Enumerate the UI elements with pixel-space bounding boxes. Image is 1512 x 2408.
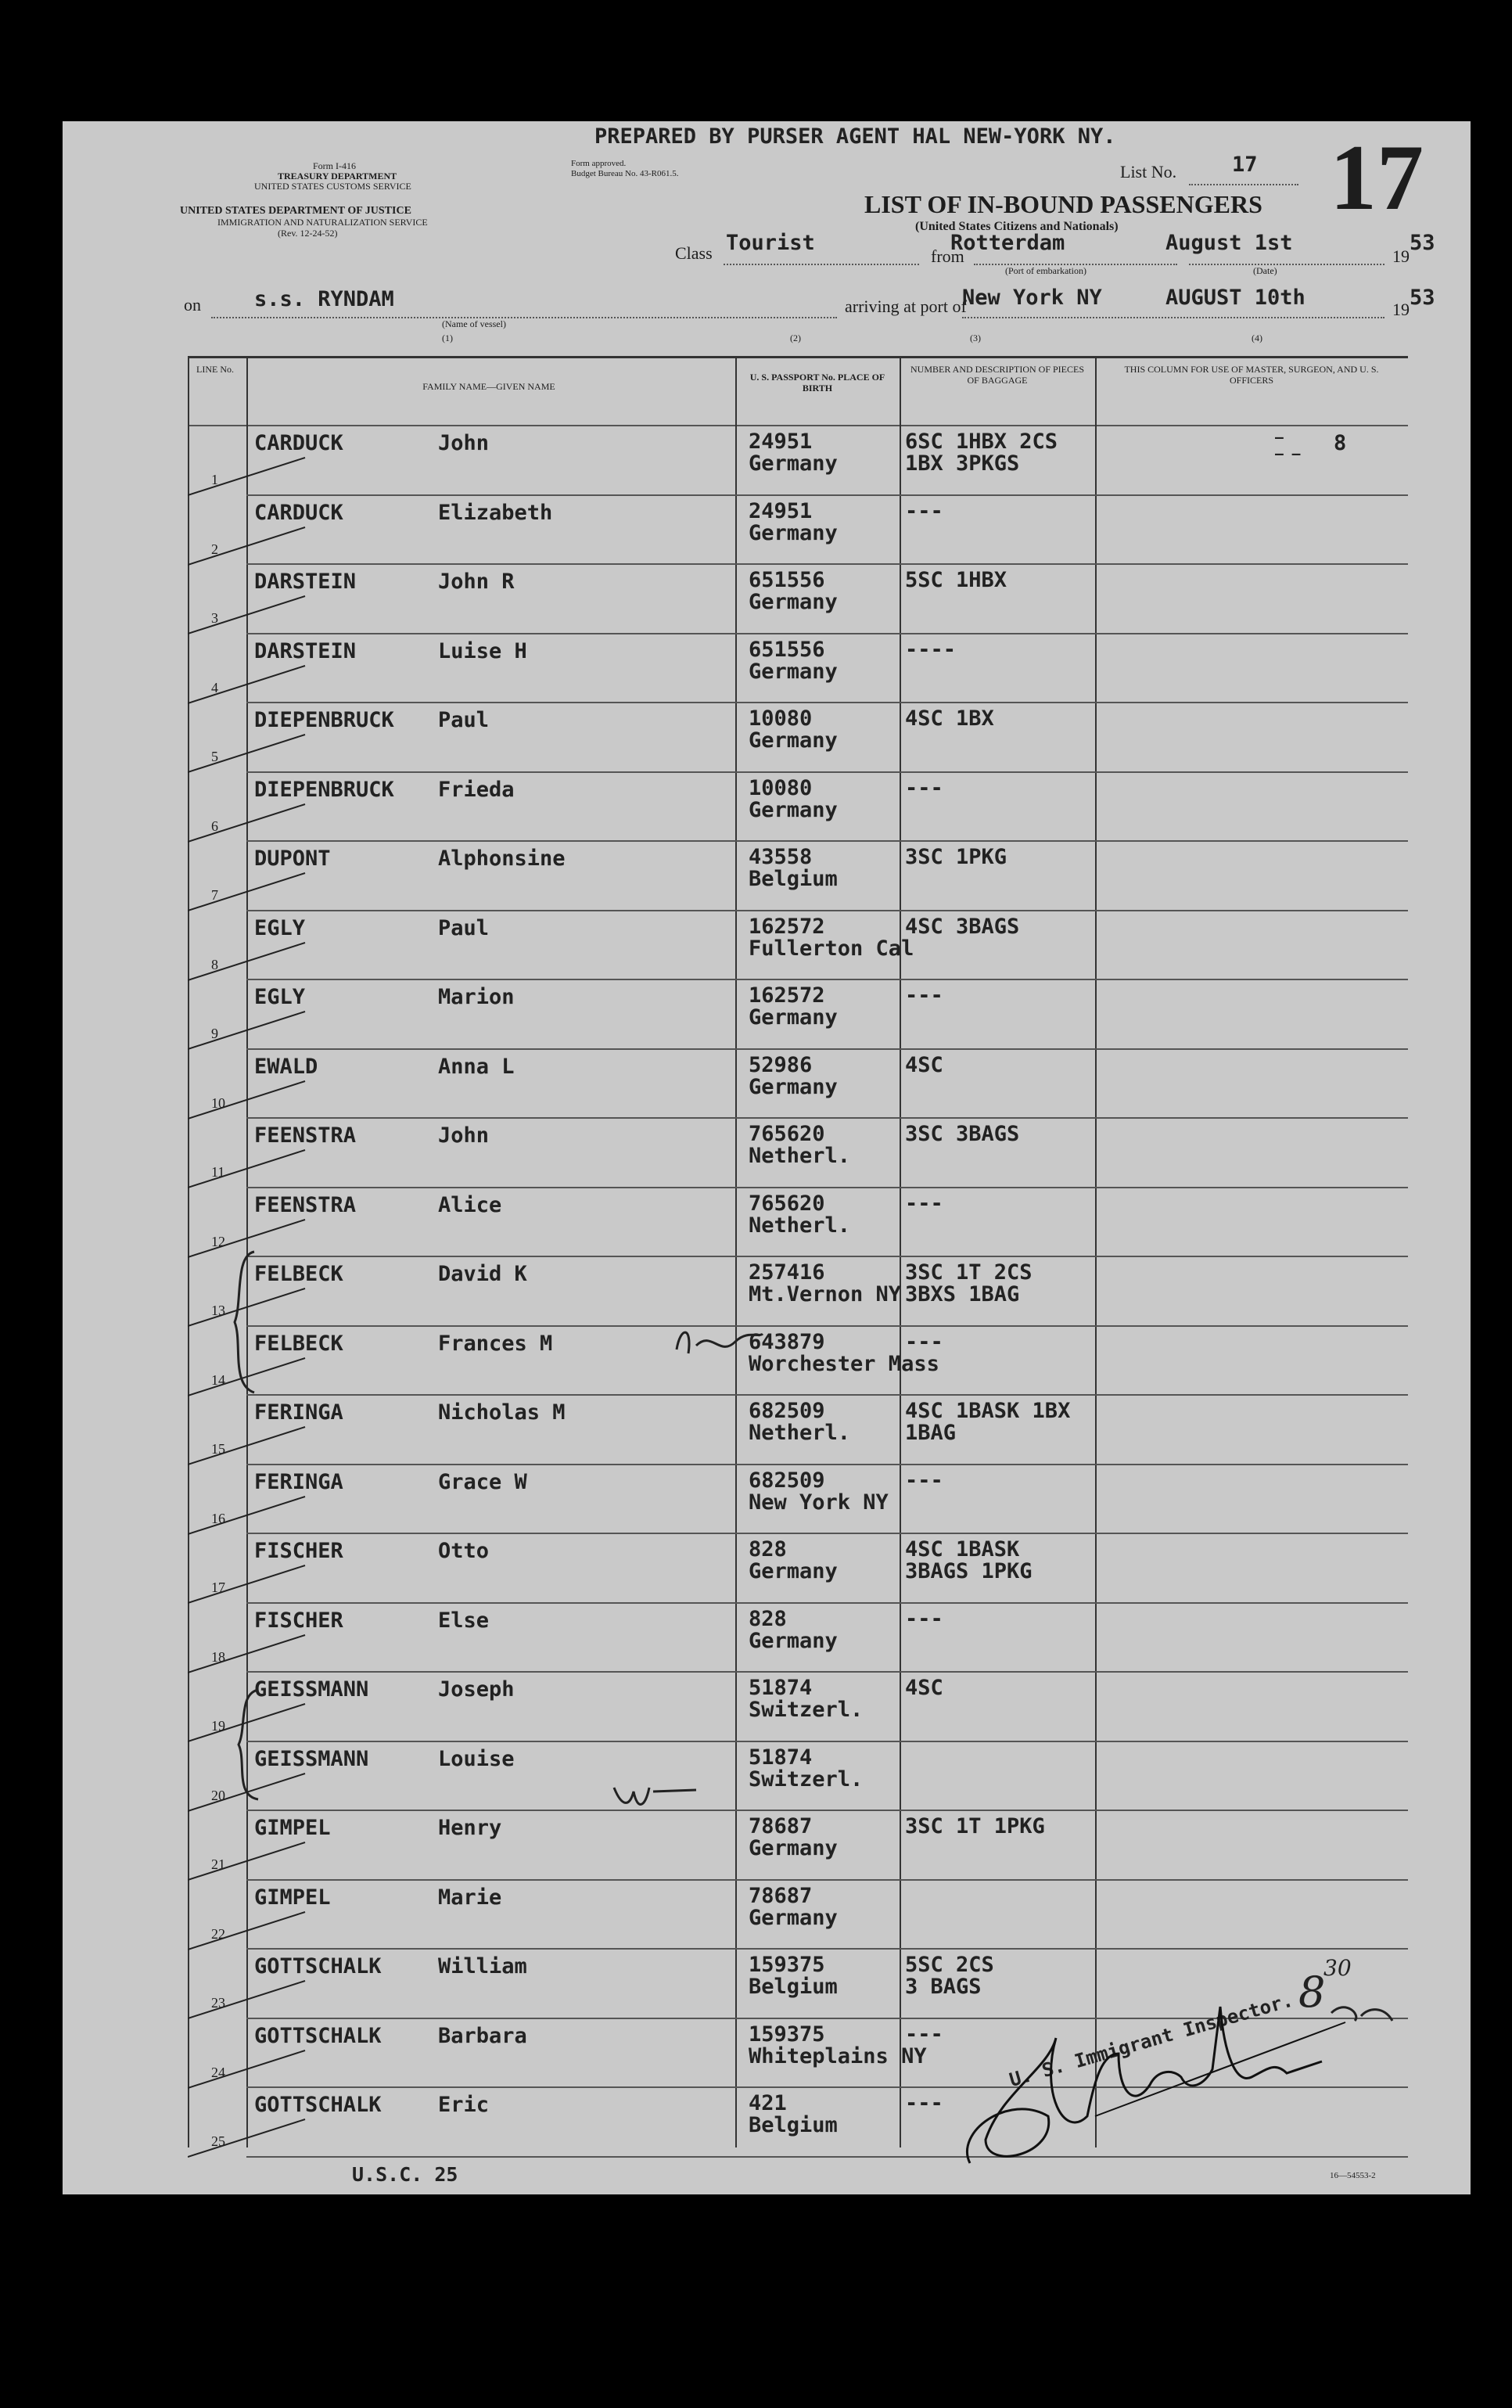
customs-service: UNITED STATES CUSTOMS SERVICE [254,181,411,192]
col-header-line-no: LINE No. [196,364,234,375]
family-name: FISCHER [254,1539,343,1563]
vessel-name: s.s. RYNDAM [254,287,394,311]
passport-number: 421 [749,2091,787,2115]
passport-number: 651556 [749,568,825,592]
given-name: Eric [438,2093,490,2117]
on-label: on [184,295,201,314]
usc-code: U.S.C. 25 [352,2163,458,2186]
given-name: Alphonsine [438,846,566,871]
baggage-line-2: 3BAGS 1PKG [905,1559,1033,1583]
justice-department: UNITED STATES DEPARTMENT OF JUSTICE [180,205,411,217]
passport-number: 51874 [749,1676,813,1700]
baggage-line-1: --- [905,1606,943,1631]
col-num-1: (1) [442,332,453,343]
table-row [188,1742,1408,1812]
passport-number: 682509 [749,1468,825,1493]
prepared-by: PREPARED BY PURSER AGENT HAL NEW-YORK NY. [594,124,1116,149]
passport-number: 159375 [749,2022,825,2047]
baggage-line-1: 4SC [905,1052,943,1077]
from-label: from [931,246,964,266]
line-number: 24 [211,2064,225,2080]
table-row [188,773,1408,843]
check-tick-mark [188,1142,313,1189]
form-approved: Form approved. [571,159,627,168]
line-number: 16 [211,1510,225,1526]
place-of-birth: Belgium [749,1975,838,1999]
check-tick-mark [188,519,313,566]
passport-number: 828 [749,1537,787,1562]
given-name: Henry [438,1816,502,1840]
date-blank [1189,264,1385,265]
big-list-number: 17 [1330,125,1424,229]
form-revision: (Rev. 12-24-52) [278,228,338,239]
place-of-birth: Germany [749,1628,838,1653]
check-tick-mark [188,865,313,912]
check-tick-mark [188,1004,313,1051]
arrival-year: 53 [1410,286,1435,310]
given-name: Paul [438,915,490,940]
passport-number: 51874 [749,1745,813,1770]
check-tick-mark [188,2111,313,2158]
time-annotation [1283,1952,1424,2038]
col-num-2: (2) [790,332,801,343]
table-row [188,703,1408,773]
arrival-date: AUGUST 10th [1165,286,1305,310]
table-row [188,1673,1408,1742]
baggage-line-1: 6SC 1HBX 2CS [905,429,1058,454]
family-name: GEISSMANN [254,1746,369,1771]
given-name: John [438,1123,490,1148]
line-number: 20 [211,1787,225,1803]
family-name: CARDUCK [254,500,343,525]
passport-number: 10080 [749,706,813,731]
given-name: John R [438,570,515,594]
baggage-line-2: 1BAG [905,1421,957,1445]
given-name: Grace W [438,1469,527,1494]
family-name: DIEPENBRUCK [254,777,394,802]
class-value: Tourist [726,231,815,255]
given-name: Luise H [438,638,527,663]
col-num-3: (3) [970,332,981,343]
line-number: 2 [211,541,218,557]
handwritten-mark [673,1318,767,1365]
place-of-birth: Fullerton Cal [749,936,914,961]
table-row [188,496,1408,566]
vessel-caption: (Name of vessel) [442,318,506,329]
check-tick-mark [188,588,313,635]
place-of-birth: Germany [749,659,838,684]
passport-number: 78687 [749,1814,813,1838]
form-number: Form I-416 [313,160,356,171]
given-name: Joseph [438,1677,515,1702]
inspector-stamp: U. S. Immigrant Inspector. [1007,1989,1296,2091]
place-of-birth: Whiteplains NY [749,2043,927,2068]
passport-number: 24951 [749,498,813,523]
place-of-birth: Germany [749,1559,838,1583]
line-number: 9 [211,1026,218,1041]
col-header-name: FAMILY NAME—GIVEN NAME [422,381,555,392]
given-name: Frieda [438,777,515,802]
family-name: FEENSTRA [254,1192,357,1217]
baggage-line-2: 1BX 3PKGS [905,451,1020,476]
form-title: LIST OF IN-BOUND PASSENGERS [864,190,1262,218]
table-row [188,565,1408,634]
year-prefix: 19 [1392,246,1410,266]
svg-text:30: 30 [1323,1955,1352,1981]
passport-number: 78687 [749,1883,813,1908]
check-tick-mark [188,727,313,774]
place-of-birth: Switzerl. [749,1766,864,1792]
table-row [188,1465,1408,1535]
line-number: 17 [211,1580,225,1595]
given-name: Paul [438,708,490,732]
baggage-line-1: 5SC 1HBX [905,568,1007,592]
check-tick-mark [188,450,313,497]
place-of-birth: Mt.Vernon NY [749,1282,902,1306]
baggage-line-1: --- [905,983,943,1008]
passport-number: 52986 [749,1052,813,1077]
family-name: FERINGA [254,1400,343,1425]
check-tick-mark [188,2043,313,2090]
place-of-birth: Germany [749,451,838,476]
svg-text:8: 8 [1298,1968,1326,2017]
passport-number: 682509 [749,1399,825,1423]
baggage-line-1: --- [905,1468,943,1493]
family-name: GEISSMANN [254,1677,369,1702]
check-tick-mark [188,935,313,982]
line-number: 10 [211,1094,225,1111]
class-label: Class [675,243,713,263]
line-number: 11 [211,1164,225,1180]
baggage-line-1: --- [905,775,943,800]
line-number: 14 [211,1371,225,1388]
line-number: 19 [211,1718,225,1734]
given-name: Otto [438,1539,490,1563]
line-number: 21 [211,1856,225,1872]
passport-number: 162572 [749,914,825,939]
given-name: John [438,431,490,455]
place-of-birth: Germany [749,1005,838,1030]
family-name: EWALD [254,1054,318,1079]
table-row [188,426,1408,496]
date-value: August 1st [1165,231,1293,255]
table-row [188,1327,1408,1396]
line-number: 13 [211,1303,225,1318]
table-row [188,1811,1408,1881]
check-tick-mark [188,1558,313,1605]
passport-number: 24951 [749,429,813,454]
table-row [188,1534,1408,1604]
line-number: 5 [211,749,218,764]
table-row [188,1050,1408,1120]
baggage-line-1: 3SC 1T 2CS [905,1260,1033,1285]
baggage-line-2: 3BXS 1BAG [905,1282,1020,1306]
check-tick-mark [188,1073,313,1120]
family-name: GIMPEL [254,1816,331,1840]
family-name: GOTTSCHALK [254,2093,382,2117]
table-row [188,842,1408,911]
place-of-birth: Germany [749,1074,838,1099]
baggage-line-1: 4SC [905,1676,943,1700]
place-of-birth: New York NY [749,1490,889,1515]
passport-number: 43558 [749,845,813,869]
line-number: 3 [211,610,218,626]
manifest-page [63,121,1471,2194]
given-name: Else [438,1608,490,1633]
passport-number: 765620 [749,1191,825,1216]
line-number: 4 [211,679,218,695]
arriving-label: arriving at port of [845,297,967,316]
place-of-birth: Switzerl. [749,1698,864,1722]
passport-number: 651556 [749,637,825,662]
place-of-birth: Netherl. [749,1421,851,1445]
line-number: 22 [211,1925,225,1942]
from-value: Rotterdam [950,231,1065,255]
budget-bureau: Budget Bureau No. 43-R061.5. [571,169,679,178]
table-row [188,1188,1408,1258]
table-row [188,1396,1408,1465]
passport-number: 643879 [749,1329,825,1354]
place-of-birth: Worchester Mass [749,1351,939,1376]
list-no-label: List No. [1120,162,1177,181]
arrival-year-prefix: 19 [1392,300,1410,319]
line-number: 25 [211,2133,225,2149]
officer-dash-marks: – – – [1275,429,1301,462]
table-row [188,1257,1408,1327]
check-tick-mark [188,658,313,705]
line-number: 6 [211,818,218,834]
given-name: William [438,1954,527,1979]
family-name: DARSTEIN [254,570,357,594]
given-name: Nicholas M [438,1400,566,1425]
line-number: 12 [211,1233,225,1249]
family-brace [231,1686,262,1803]
baggage-line-1: 4SC 1BX [905,706,994,731]
baggage-line-1: 4SC 1BASK [905,1537,1020,1562]
check-tick-mark [188,1419,313,1466]
family-name: DARSTEIN [254,638,357,663]
table-row [188,1604,1408,1673]
family-name: FELBECK [254,1262,343,1286]
form-code: 16—54553-2 [1330,2171,1376,2180]
table-top-rule [188,356,1408,358]
place-of-birth: Germany [749,797,838,822]
passenger-table [188,356,1408,2147]
col-header-baggage: NUMBER AND DESCRIPTION OF PIECES OF BAGGAGE [910,364,1085,386]
table-row [188,911,1408,981]
family-name: FERINGA [254,1469,343,1494]
baggage-line-1: 3SC 1T 1PKG [905,1814,1045,1838]
table-row [188,634,1408,704]
family-name: DIEPENBRUCK [254,708,394,732]
check-tick-mark [188,1489,313,1536]
place-of-birth: Germany [749,728,838,753]
baggage-line-1: --- [905,498,943,523]
baggage-line-1: 4SC 3BAGS [905,914,1020,939]
list-no-value: 17 [1232,153,1258,177]
place-of-birth: Germany [749,520,838,545]
family-name: DUPONT [254,846,331,871]
check-tick-mark [188,796,313,843]
col-num-4: (4) [1252,332,1262,343]
given-name: Elizabeth [438,500,553,525]
table-row [188,980,1408,1050]
place-of-birth: Netherl. [749,1144,851,1168]
passport-number: 257416 [749,1260,825,1285]
passport-number: 828 [749,1606,787,1631]
line-number: 18 [211,1648,225,1665]
passport-number: 162572 [749,983,825,1008]
vessel-blank [211,317,837,318]
baggage-line-1: ---- [905,637,957,662]
place-of-birth: Belgium [749,2113,838,2137]
baggage-line-1: --- [905,2091,943,2115]
col-header-passport: U. S. PASSPORT No. PLACE OF BIRTH [749,372,885,394]
family-name: GOTTSCHALK [254,2023,382,2048]
given-name: Barbara [438,2023,527,2048]
place-of-birth: Germany [749,1905,838,1930]
check-tick-mark [188,1904,313,1951]
form-subtitle: (United States Citizens and Nationals) [915,220,1119,233]
given-name: Alice [438,1192,502,1217]
family-name: GIMPEL [254,1885,331,1910]
passport-number: 765620 [749,1122,825,1146]
family-name: GOTTSCHALK [254,1954,382,1979]
baggage-line-1: 3SC 1PKG [905,845,1007,869]
line-number: 8 [211,956,218,972]
place-of-birth: Germany [749,590,838,614]
arrival-port: New York NY [962,286,1102,310]
baggage-line-2: 3 BAGS [905,1975,982,1999]
family-name: FEENSTRA [254,1123,357,1148]
baggage-line-1: --- [905,1191,943,1216]
check-tick-mark [188,1627,313,1674]
line-number: 23 [211,1995,225,2011]
given-name: David K [438,1262,527,1286]
given-name: Louise [438,1746,515,1771]
place-of-birth: Netherl. [749,1213,851,1238]
treasury-department: TREASURY DEPARTMENT [278,171,397,181]
line-number: 7 [211,887,218,903]
arrival-blank [962,317,1385,318]
baggage-line-1: 3SC 3BAGS [905,1122,1020,1146]
given-name: Anna L [438,1054,515,1079]
family-name: FELBECK [254,1331,343,1356]
passport-number: 10080 [749,775,813,800]
list-no-blank [1189,184,1298,185]
family-name: FISCHER [254,1608,343,1633]
handwritten-mark [610,1768,704,1815]
line-number: 15 [211,1441,225,1457]
place-of-birth: Germany [749,1836,838,1860]
table-row [188,1119,1408,1188]
baggage-line-1: --- [905,2022,943,2047]
family-name: EGLY [254,985,306,1009]
check-tick-mark [188,1835,313,1881]
year-value: 53 [1410,231,1435,255]
place-of-birth: Belgium [749,867,838,891]
baggage-line-1: 5SC 2CS [905,1953,994,1977]
line-number: 1 [211,472,218,487]
col-header-officers: THIS COLUMN FOR USE OF MASTER, SURGEON, AND U. S. OFFICERS [1124,364,1379,386]
given-name: Marion [438,985,515,1009]
baggage-line-1: --- [905,1329,943,1354]
class-blank [724,264,919,265]
date-caption: (Date) [1253,265,1277,276]
given-name: Frances M [438,1331,553,1356]
given-name: Marie [438,1885,502,1910]
ins-service: IMMIGRATION AND NATURALIZATION SERVICE [217,217,428,228]
port-caption: (Port of embarkation) [1005,265,1086,276]
check-tick-mark [188,1973,313,2020]
passport-number: 159375 [749,1953,825,1977]
family-name: CARDUCK [254,431,343,455]
family-name: EGLY [254,915,306,940]
baggage-line-1: 4SC 1BASK 1BX [905,1399,1071,1423]
officer-note: 8 [1334,431,1347,455]
family-brace [227,1248,258,1396]
